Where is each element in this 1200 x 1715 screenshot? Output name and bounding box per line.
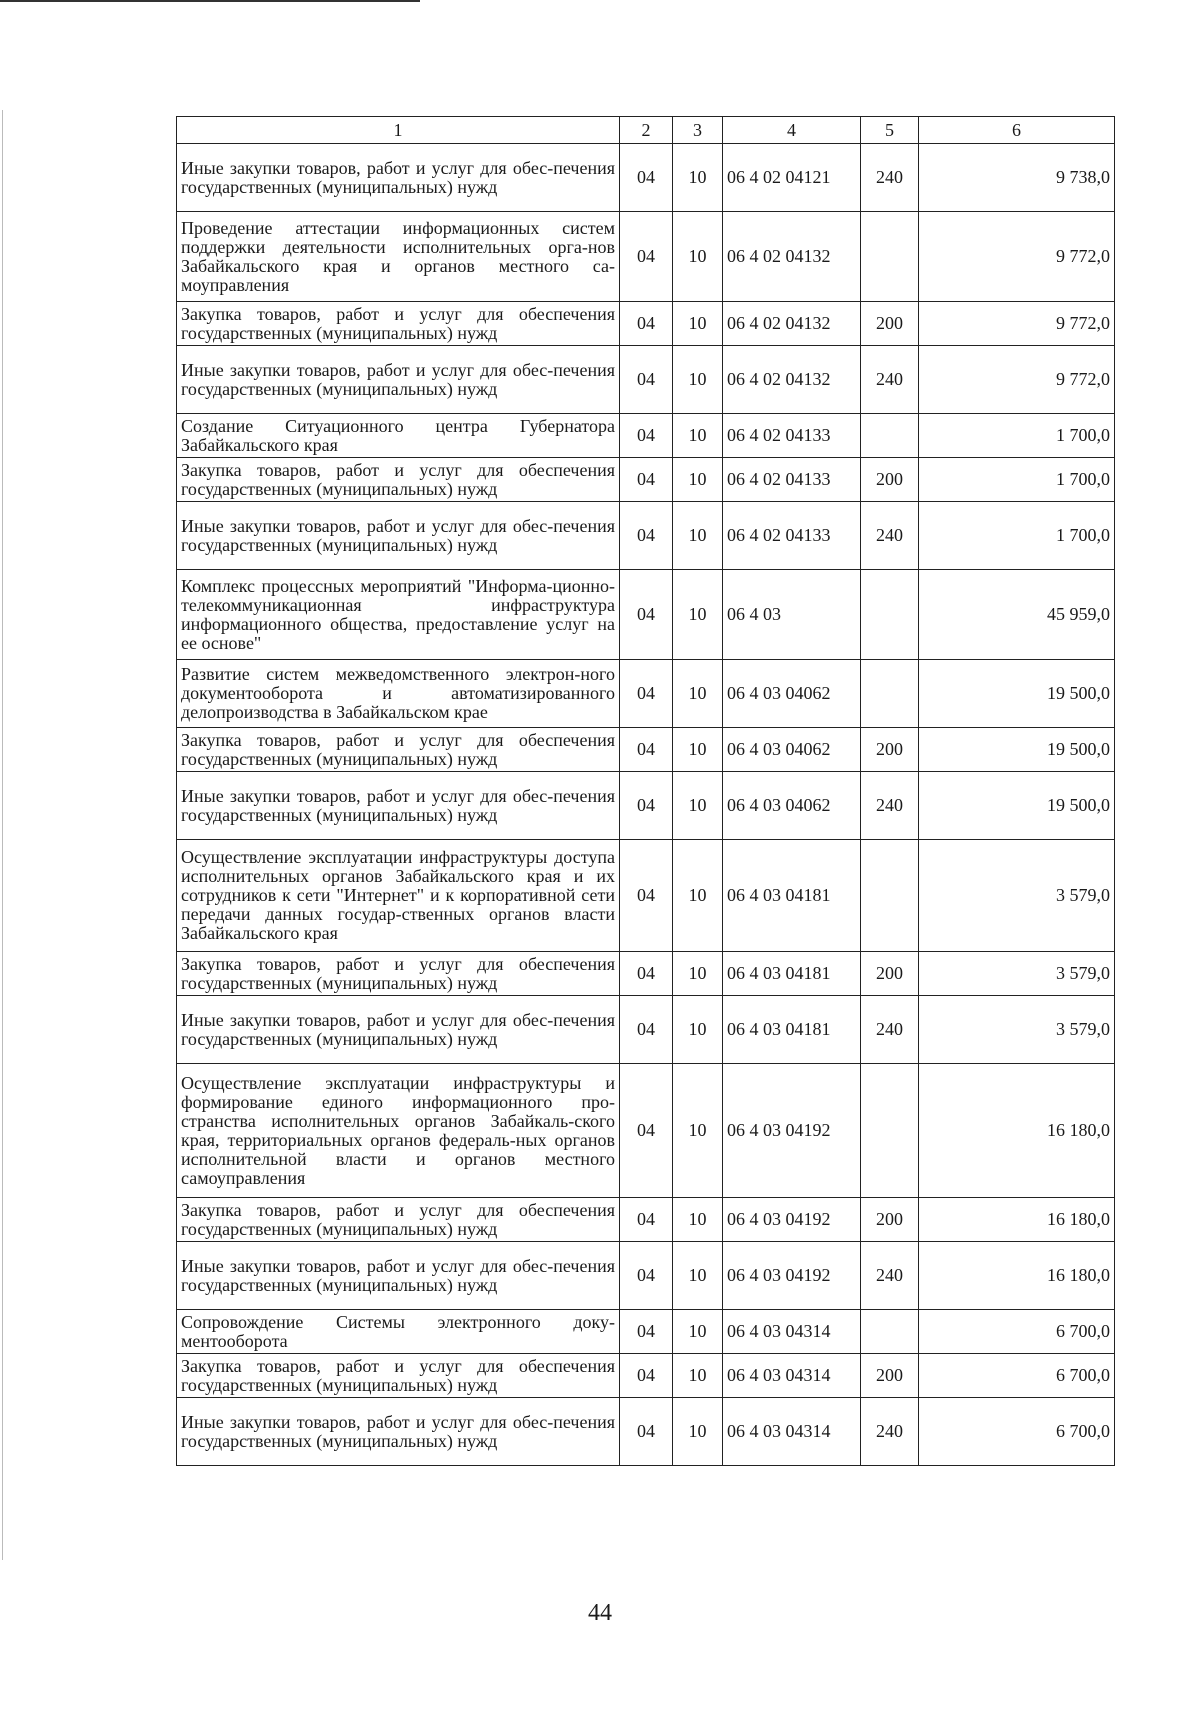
row-section-cell: 04 [620,1198,673,1242]
row-target-code-cell: 06 4 03 04314 [723,1354,861,1398]
row-expense-type-cell: 240 [861,502,919,570]
row-subsection-cell: 10 [673,996,723,1064]
table-row [177,346,1115,414]
row-section-cell: 04 [620,1064,673,1198]
row-subsection-cell: 10 [673,144,723,212]
row-amount-cell: 1 700,0 [919,458,1115,502]
table-row [177,212,1115,302]
row-amount-cell: 19 500,0 [919,660,1115,728]
row-subsection-cell: 10 [673,1310,723,1354]
row-subsection-cell: 10 [673,346,723,414]
row-target-code-cell: 06 4 03 04181 [723,952,861,996]
row-target-code-cell: 06 4 03 [723,570,861,660]
row-target-code-cell: 06 4 02 04133 [723,414,861,458]
row-name-cell: Иные закупки товаров, работ и услуг для обес-печения государственных (муниципальных) нужд [177,996,620,1064]
row-amount-cell: 16 180,0 [919,1198,1115,1242]
row-expense-type-cell [861,1310,919,1354]
row-amount-cell: 19 500,0 [919,728,1115,772]
row-amount-cell: 3 579,0 [919,952,1115,996]
row-name-cell: Иные закупки товаров, работ и услуг для обес-печения государственных (муниципальных) нужд [177,502,620,570]
row-subsection-cell: 10 [673,1064,723,1198]
row-expense-type-cell: 240 [861,144,919,212]
row-amount-cell: 1 700,0 [919,414,1115,458]
row-expense-type-cell [861,660,919,728]
row-subsection-cell: 10 [673,952,723,996]
row-target-code-cell: 06 4 03 04062 [723,728,861,772]
table-row [177,996,1115,1064]
table-row [177,1242,1115,1310]
row-name-cell: Сопровождение Системы электронного доку-ментооборота [177,1310,620,1354]
header-row [177,117,1115,144]
row-target-code-cell: 06 4 03 04314 [723,1310,861,1354]
row-subsection-cell: 10 [673,840,723,952]
table-row [177,1310,1115,1354]
row-subsection-cell: 10 [673,414,723,458]
row-name-cell: Закупка товаров, работ и услуг для обеспечения государственных (муниципальных) нужд [177,458,620,502]
row-name-cell: Осуществление эксплуатации инфраструктуры и формирование единого информационного про-странства исполнительных органов Забайкаль-ского края, территориальных органов федераль-ных органов исполнительной власти и органов местного самоуправления [177,1064,620,1198]
row-section-cell: 04 [620,212,673,302]
row-expense-type-cell: 240 [861,346,919,414]
row-section-cell: 04 [620,728,673,772]
row-section-cell: 04 [620,144,673,212]
row-section-cell: 04 [620,1310,673,1354]
row-subsection-cell: 10 [673,1242,723,1310]
row-target-code-cell: 06 4 03 04062 [723,772,861,840]
row-expense-type-cell: 200 [861,1198,919,1242]
row-section-cell: 04 [620,952,673,996]
table-row [177,502,1115,570]
table-row [177,1198,1115,1242]
row-target-code-cell: 06 4 03 04314 [723,1398,861,1466]
row-expense-type-cell: 240 [861,1242,919,1310]
header-col-3: 3 [673,117,723,144]
row-subsection-cell: 10 [673,772,723,840]
row-expense-type-cell: 240 [861,772,919,840]
row-name-cell: Закупка товаров, работ и услуг для обеспечения государственных (муниципальных) нужд [177,302,620,346]
header-col-4: 4 [723,117,861,144]
left-scan-edge [2,110,3,1560]
row-section-cell: 04 [620,414,673,458]
row-amount-cell: 6 700,0 [919,1354,1115,1398]
row-section-cell: 04 [620,302,673,346]
row-name-cell: Комплекс процессных мероприятий "Информа-ционно-телекоммуникационная инфраструктура информационного общества, предоставление услуг на ее основе" [177,570,620,660]
row-target-code-cell: 06 4 03 04062 [723,660,861,728]
row-target-code-cell: 06 4 03 04192 [723,1242,861,1310]
row-expense-type-cell [861,414,919,458]
row-expense-type-cell: 240 [861,1398,919,1466]
row-section-cell: 04 [620,458,673,502]
row-target-code-cell: 06 4 03 04181 [723,996,861,1064]
row-amount-cell: 9 772,0 [919,212,1115,302]
table-row [177,728,1115,772]
row-name-cell: Закупка товаров, работ и услуг для обеспечения государственных (муниципальных) нужд [177,952,620,996]
header-col-5: 5 [861,117,919,144]
table-row [177,952,1115,996]
row-target-code-cell: 06 4 02 04133 [723,502,861,570]
row-section-cell: 04 [620,570,673,660]
row-subsection-cell: 10 [673,728,723,772]
table-row [177,660,1115,728]
row-name-cell: Проведение аттестации информационных систем поддержки деятельности исполнительных орга-нов Забайкальского края и органов местного са-моуправления [177,212,620,302]
row-subsection-cell: 10 [673,1398,723,1466]
row-section-cell: 04 [620,1242,673,1310]
table-row [177,840,1115,952]
row-subsection-cell: 10 [673,1354,723,1398]
row-subsection-cell: 10 [673,302,723,346]
row-name-cell: Осуществление эксплуатации инфраструктуры доступа исполнительных органов Забайкальского края и их сотрудников к сети "Интернет" и к корпоративной сети передачи данных государ-ственных органов власти Забайкальского края [177,840,620,952]
row-section-cell: 04 [620,660,673,728]
row-expense-type-cell: 200 [861,952,919,996]
row-section-cell: 04 [620,1398,673,1466]
row-expense-type-cell [861,570,919,660]
row-name-cell: Создание Ситуационного центра Губернатора Забайкальского края [177,414,620,458]
row-target-code-cell: 06 4 02 04133 [723,458,861,502]
row-subsection-cell: 10 [673,570,723,660]
row-amount-cell: 6 700,0 [919,1310,1115,1354]
row-target-code-cell: 06 4 02 04132 [723,302,861,346]
row-name-cell: Иные закупки товаров, работ и услуг для обес-печения государственных (муниципальных) нужд [177,144,620,212]
table-row [177,144,1115,212]
row-amount-cell: 9 738,0 [919,144,1115,212]
row-target-code-cell: 06 4 02 04132 [723,346,861,414]
row-expense-type-cell [861,840,919,952]
row-amount-cell: 9 772,0 [919,302,1115,346]
row-subsection-cell: 10 [673,1198,723,1242]
page-number: 44 [588,1600,612,1626]
row-name-cell: Иные закупки товаров, работ и услуг для обес-печения государственных (муниципальных) нужд [177,772,620,840]
row-section-cell: 04 [620,772,673,840]
row-section-cell: 04 [620,996,673,1064]
row-subsection-cell: 10 [673,660,723,728]
row-subsection-cell: 10 [673,502,723,570]
budget-table [176,116,1115,1466]
row-expense-type-cell: 240 [861,996,919,1064]
row-section-cell: 04 [620,840,673,952]
top-scan-rule [0,0,420,2]
header-col-2: 2 [620,117,673,144]
table-row [177,570,1115,660]
row-name-cell: Иные закупки товаров, работ и услуг для обес-печения государственных (муниципальных) нужд [177,1242,620,1310]
row-subsection-cell: 10 [673,458,723,502]
row-name-cell: Закупка товаров, работ и услуг для обеспечения государственных (муниципальных) нужд [177,728,620,772]
row-amount-cell: 3 579,0 [919,840,1115,952]
header-col-6: 6 [919,117,1115,144]
table-row [177,458,1115,502]
row-expense-type-cell: 200 [861,458,919,502]
header-col-1: 1 [177,117,620,144]
row-amount-cell: 19 500,0 [919,772,1115,840]
row-amount-cell: 16 180,0 [919,1242,1115,1310]
row-section-cell: 04 [620,346,673,414]
row-name-cell: Закупка товаров, работ и услуг для обеспечения государственных (муниципальных) нужд [177,1354,620,1398]
table-row [177,1354,1115,1398]
row-amount-cell: 16 180,0 [919,1064,1115,1198]
row-name-cell: Закупка товаров, работ и услуг для обеспечения государственных (муниципальных) нужд [177,1198,620,1242]
row-expense-type-cell: 200 [861,302,919,346]
row-amount-cell: 6 700,0 [919,1398,1115,1466]
table-row [177,302,1115,346]
row-target-code-cell: 06 4 02 04121 [723,144,861,212]
row-amount-cell: 3 579,0 [919,996,1115,1064]
row-target-code-cell: 06 4 02 04132 [723,212,861,302]
row-expense-type-cell [861,1064,919,1198]
table-row [177,1398,1115,1466]
table-row [177,1064,1115,1198]
row-expense-type-cell: 200 [861,728,919,772]
row-expense-type-cell [861,212,919,302]
row-section-cell: 04 [620,502,673,570]
row-target-code-cell: 06 4 03 04192 [723,1198,861,1242]
row-amount-cell: 1 700,0 [919,502,1115,570]
table-row [177,414,1115,458]
row-subsection-cell: 10 [673,212,723,302]
table-row [177,772,1115,840]
row-expense-type-cell: 200 [861,1354,919,1398]
row-target-code-cell: 06 4 03 04192 [723,1064,861,1198]
row-section-cell: 04 [620,1354,673,1398]
row-name-cell: Иные закупки товаров, работ и услуг для обес-печения государственных (муниципальных) нужд [177,1398,620,1466]
row-amount-cell: 9 772,0 [919,346,1115,414]
row-name-cell: Иные закупки товаров, работ и услуг для обес-печения государственных (муниципальных) нужд [177,346,620,414]
row-target-code-cell: 06 4 03 04181 [723,840,861,952]
row-amount-cell: 45 959,0 [919,570,1115,660]
row-name-cell: Развитие систем межведомственного электрон-ного документооборота и автоматизированного делопроизводства в Забайкальском крае [177,660,620,728]
